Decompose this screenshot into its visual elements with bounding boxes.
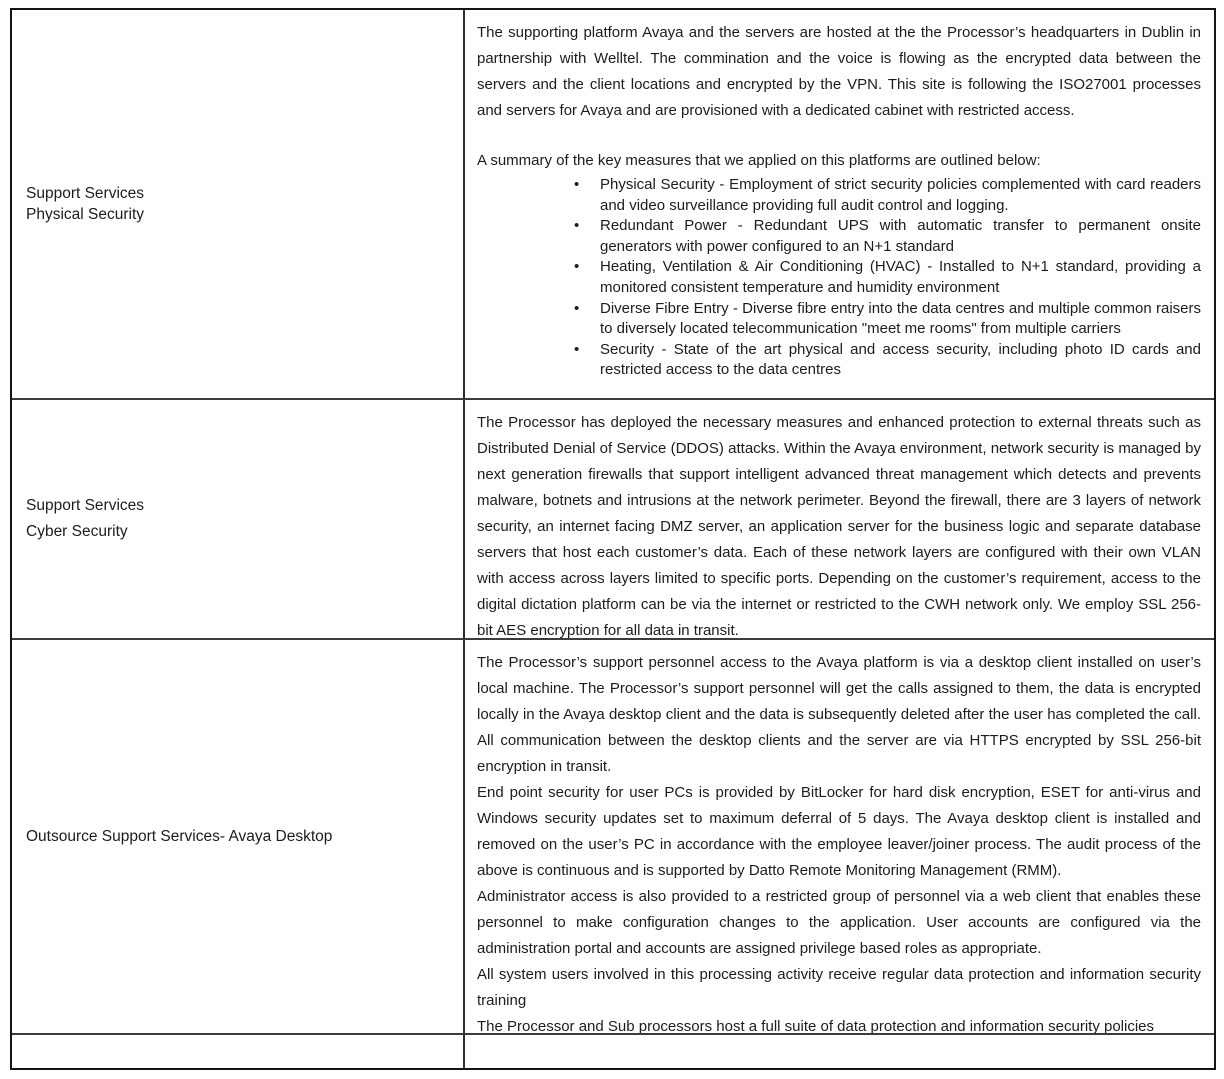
- bullet-item: • Diverse Fibre Entry - Diverse fibre entry into the data centres and multiple common raisers to diversely located telecommunication "meet me rooms" from multiple carriers: [560, 299, 1201, 340]
- row-content-cell-physical-security: [465, 10, 1214, 400]
- empty-row-label-cell: [12, 1035, 465, 1068]
- paragraph: Administrator access is also provided to a restricted group of personnel via a web client that enables these personnel to make configuration changes to the application. User accounts are configured via the administration portal and accounts are assigned privilege based roles as appropriate.: [477, 888, 1201, 957]
- paragraph: The Processor and Sub processors host a full suite of data protection and information security policies: [477, 1018, 1155, 1035]
- row-label-line: Physical Security: [26, 206, 145, 223]
- row-label-line: Support Services: [26, 497, 145, 514]
- security-measures-table: [10, 8, 1216, 1070]
- row-label-line: Cyber Security: [26, 523, 128, 540]
- row-label-cell-physical-security: [12, 10, 465, 400]
- paragraph: End point security for user PCs is provided by BitLocker for hard disk encryption, ESET for anti-virus and Windows security updates set to maximum deferral of 5 days. The Avaya desktop client is installed and removed on the user’s PC in accordance with the employee leaver/joiner process. The audit process of the above is continuous and is supported by Datto Remote Monitoring Management (RMM).: [477, 784, 1201, 879]
- paragraph: The supporting platform Avaya and the servers are hosted at the the Processor’s headquarters in Dublin in partnership with Welltel. The commination and the voice is flowing as the encrypted data between the servers and the client locations and encrypted by the VPN. This site is following the ISO27001 processes and servers for Avaya and are provisioned with a dedicated cabinet with restricted access.: [477, 24, 1201, 119]
- bullet-item: • Physical Security - Employment of strict security policies complemented with card readers and video surveillance providing full audit control and logging.: [560, 175, 1201, 216]
- paragraph: The Processor’s support personnel access to the Avaya platform is via a desktop client installed on user’s local machine. The Processor’s support personnel will get the calls assigned to them, the data is encrypted locally in the Avaya desktop client and the data is subsequently deleted after the user has completed the call. All communication between the desktop clients and the server are via HTTPS encrypted by SSL 256-bit encryption in transit.: [477, 654, 1201, 775]
- paragraph: The Processor has deployed the necessary measures and enhanced protection to external threats such as Distributed Denial of Service (DDOS) attacks. Within the Avaya environment, network security is managed by next generation firewalls that support intelligent advanced threat management which detects and prevents malware, botnets and intrusions at the network perimeter. Beyond the firewall, there are 3 layers of network security, an internet facing DMZ server, an application server for the business logic and separate database servers that host each customer’s data. Each of these network layers are configured with their own VLAN with access across layers limited to specific ports. Depending on the customer’s requirement, access to the digital dictation platform can be via the internet or restricted to the CWH network only. We employ SSL 256-bit AES encryption for all data in transit.: [477, 414, 1201, 639]
- bullet-item: • Security - State of the art physical and access security, including photo ID cards and restricted access to the data centres: [560, 340, 1201, 381]
- empty-row-content-cell: [465, 1035, 1214, 1068]
- row-label-line: Support Services: [26, 185, 145, 202]
- bullet-item: • Heating, Ventilation & Air Conditioning (HVAC) - Installed to N+1 standard, providing a monitored consistent temperature and humidity environment: [560, 257, 1201, 298]
- key-measures-bullet-list: [477, 175, 1201, 381]
- row-content-cell-cyber-security: [465, 400, 1214, 640]
- summary-intro-line: A summary of the key measures that we applied on this platforms are outlined below:: [477, 152, 1041, 169]
- paragraph: All system users involved in this processing activity receive regular data protection and information security training: [477, 966, 1201, 1009]
- row-label-cell-avaya-desktop: [12, 640, 465, 1035]
- row-label-line: Outsource Support Services- Avaya Desktop: [26, 828, 333, 845]
- row-content-cell-avaya-desktop: [465, 640, 1214, 1035]
- bullet-item: • Redundant Power - Redundant UPS with automatic transfer to permanent onsite generators with power configured to an N+1 standard: [560, 216, 1201, 257]
- row-label-cell-cyber-security: [12, 400, 465, 640]
